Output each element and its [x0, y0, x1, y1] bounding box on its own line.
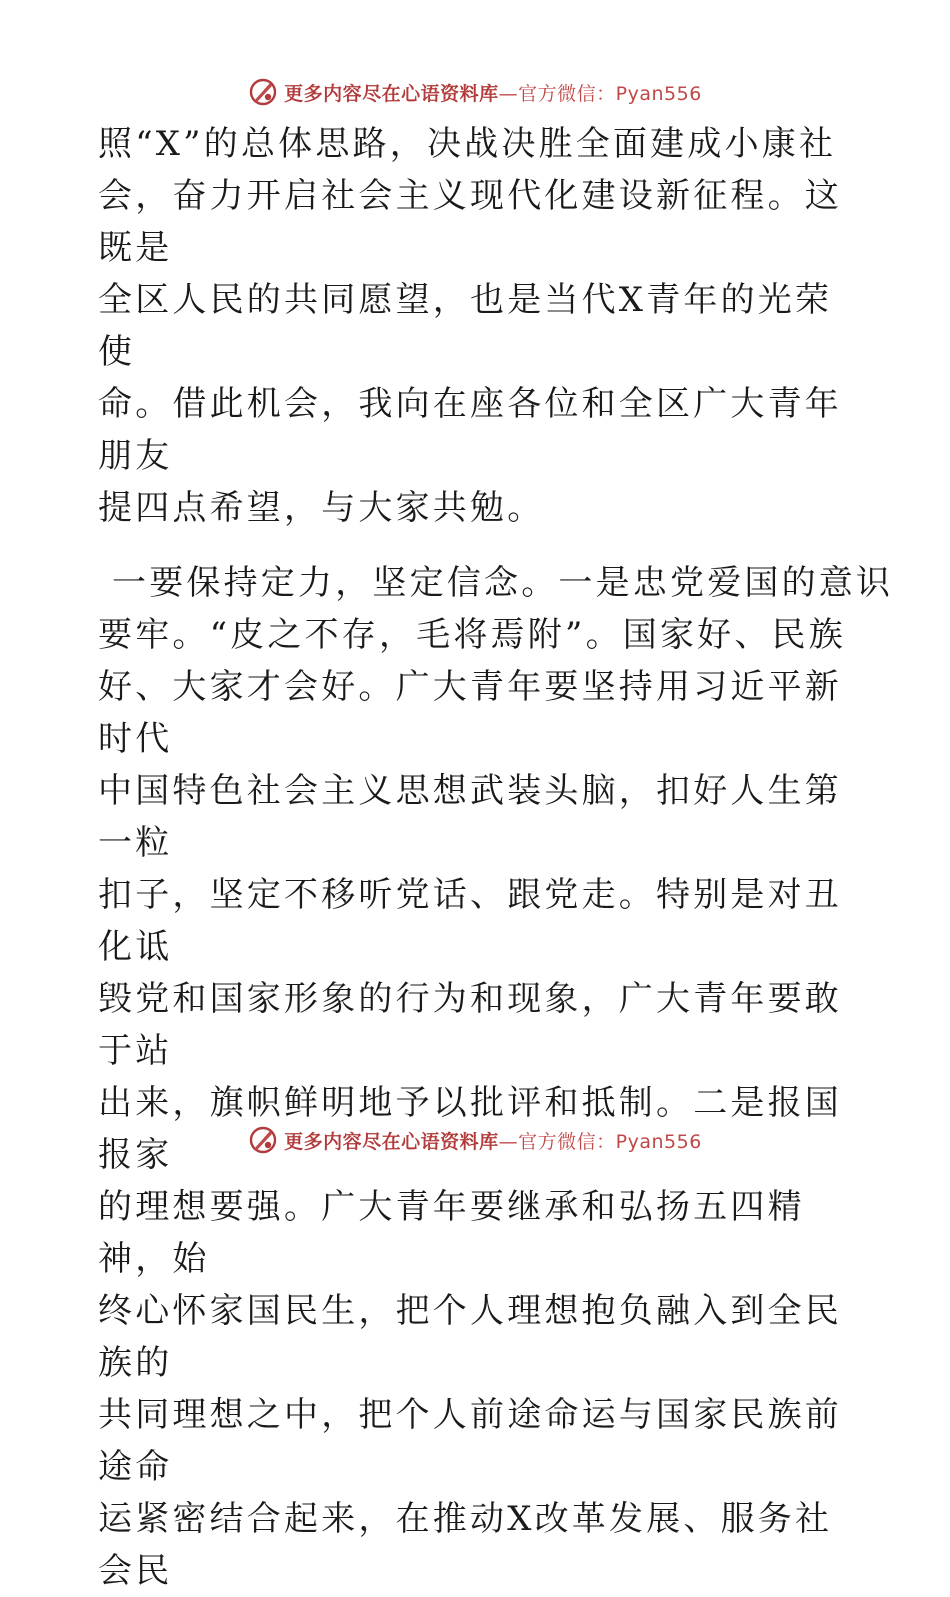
header-watermark [0, 72, 950, 112]
text-line: 出来，旗帜鲜明地予以批评和抵制。二是报国报家 [98, 1083, 842, 1175]
text-line: 扣子，坚定不移听党话、跟党走。特别是对丑化诋 [98, 875, 842, 967]
text-line: 毁党和国家形象的行为和现象，广大青年要敢于站 [98, 979, 842, 1071]
quill-seal-icon [248, 1125, 278, 1155]
text-line: 中国特色社会主义思想武装头脑，扣好人生第一粒 [98, 771, 842, 863]
text-line: 要牢。“皮之不存，毛将焉附”。国家好、民族 [98, 615, 846, 655]
watermark-text [284, 79, 702, 106]
text-line: 照“X”的总体思路，决战决胜全面建成小康社 [98, 124, 837, 164]
footer-watermark [0, 1120, 950, 1160]
text-line: 共同理想之中，把个人前途命运与国家民族前途命 [98, 1395, 842, 1487]
watermark-lead: 更多内容尽在心语资料库 [284, 1130, 499, 1153]
watermark-tail: —官方微信：Pyan556 [498, 82, 702, 105]
text-line: 运紧密结合起来，在推动X改革发展、服务社会民 [98, 1499, 833, 1591]
quill-seal-icon [248, 77, 278, 107]
text-line: 会，奋力开启社会主义现代化建设新征程。这既是 [98, 176, 842, 268]
text-line: 一要保持定力，坚定信念。一是忠党爱国的意识 [98, 563, 894, 603]
paragraph-intro [98, 118, 850, 534]
paragraph-hope-one [98, 557, 894, 1597]
text-line: 命。借此机会，我向在座各位和全区广大青年朋友 [98, 384, 842, 476]
text-line: 提四点希望，与大家共勉。 [98, 488, 545, 528]
text-line: 终心怀家国民生，把个人理想抱负融入到全民族的 [98, 1291, 842, 1383]
document-body [98, 118, 894, 1597]
text-line: 的理想要强。广大青年要继承和弘扬五四精神，始 [98, 1187, 805, 1279]
watermark-lead: 更多内容尽在心语资料库 [284, 82, 499, 105]
text-line: 好、大家才会好。广大青年要坚持用习近平新时代 [98, 667, 842, 759]
watermark-text [284, 1127, 702, 1154]
watermark-tail: —官方微信：Pyan556 [498, 1130, 702, 1153]
text-line: 全区人民的共同愿望，也是当代X青年的光荣使 [98, 280, 833, 372]
